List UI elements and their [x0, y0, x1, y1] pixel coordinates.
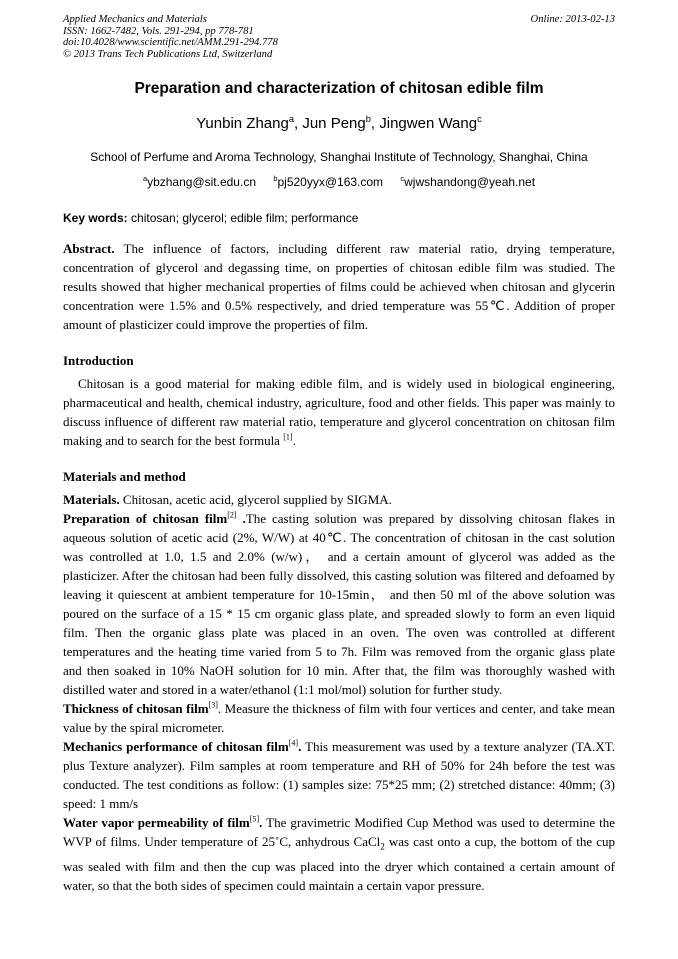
introduction-text: Chitosan is a good material for making edible film, and is widely used in biological engineering, pharmaceutical and health, chemical industry, agriculture, food and other fields. This paper was mainly to discuss influence of different raw material ratio, temperature and glycerol concentration on chitosan film making and to search for the best formula	[63, 376, 615, 448]
thickness-paragraph: Thickness of chitosan film[3]. Measure the thickness of film with four vertices and center, and take mean value by the spiral micrometer.	[63, 700, 615, 735]
email-link[interactable]: wjwshandong@yeah.net	[404, 175, 536, 189]
abstract-label: Abstract.	[63, 241, 115, 256]
page-header	[63, 14, 615, 60]
email-list	[0, 175, 678, 189]
citation: [5]	[249, 814, 260, 824]
author-name: Jingwen Wang	[379, 115, 478, 132]
citation: [1]	[283, 432, 293, 442]
paper-title: Preparation and characterization of chitosan edible film	[134, 80, 544, 97]
section-heading-methods: Materials and method	[63, 469, 186, 484]
issn-line: ISSN: 1662-7482, Vols. 291-294, pp 778-781	[63, 25, 254, 37]
methods-body	[63, 490, 615, 895]
citation: [2]	[227, 510, 237, 520]
author-sup: a	[288, 114, 294, 124]
section-heading-introduction: Introduction	[63, 353, 134, 368]
journal-name: Applied Mechanics and Materials	[63, 14, 207, 25]
citation: [3]	[208, 700, 218, 710]
abstract	[63, 239, 615, 334]
wvp-paragraph: Water vapor permeability of film[5]. The gravimetric Modified Cup Method was used to determine the WVP of films. Under temperature of 25˚C, anhydrous CaCl$_2$ was cast onto a cup, the bottom of the cup was sealed with film and then the cup was placed into the dryer which contained a certain amount of water, so that the both sides of specimen could maintain a certain vapor pressure.	[63, 814, 616, 893]
email-link[interactable]: pj520yyx@163.com	[277, 175, 384, 189]
email-sup: c	[400, 174, 405, 183]
preparation-paragraph: Preparation of chitosan film[2] .The casting solution was prepared by dissolving chitosan flakes in aqueous solution of acetic acid (2%, W/W) at 40℃. The concentration of chitosan in the cast solution was controlled at 1.0, 1.5 and 2.0% (w/w)， and a certain amount of glycerol was added as the plasticizer. After the chitosan had been fully dissolved, this casting solution was filtered and defoamed by leaving it quiescent at ambient temperature for 10-15min， and then 50 ml of the above solution was poured on the surface of a 15 * 15 cm organic glass plate, and spreaded slowly to form an even liquid film. Then the organic glass plate was placed in an oven. The oven was controlled at different temperatures and the heating time varied from 5 to 7h. Film was removed from the organic glass plate and then soaked in 10% NaOH solution for 10 min. After that, the film was thoroughly washed with distilled water and stored in a water/ethanol (1:1 mol/mol) solution for further study.	[63, 510, 616, 697]
materials-paragraph: Materials. Chitosan, acetic acid, glycerol supplied by SIGMA.	[63, 492, 392, 507]
keywords-label: Key words:	[63, 211, 128, 225]
email-link[interactable]: ybzhang@sit.edu.cn	[147, 175, 256, 189]
email-sup: a	[142, 174, 148, 183]
author-name: Yunbin Zhang	[196, 115, 289, 132]
author-name: Jun Peng	[302, 115, 366, 132]
author-sup: b	[365, 114, 371, 124]
citation: [4]	[288, 738, 299, 748]
mechanics-paragraph: Mechanics performance of chitosan film[4]. This measurement was used by a texture analyzer (TA.XT. plus Texture analyzer). Film samples at room temperature and RH of 50% for 24h before the test was conducted. The test conditions as follow: (1) samples size: 75*25 mm; (2) stretched distance: 40mm; (3) speed: 1 mm/s	[63, 738, 615, 811]
copyright-line: © 2013 Trans Tech Publications Ltd, Switzerland	[63, 48, 273, 60]
keywords	[63, 211, 358, 225]
email-sup: b	[273, 174, 278, 183]
affiliation: School of Perfume and Aroma Technology, Shanghai Institute of Technology, Shanghai, China	[90, 150, 588, 164]
abstract-text: The influence of factors, including different raw material ratio, drying temperature, concentration of glycerol and degassing time, on properties of chitosan edible film was studied. The results showed that higher mechanical properties of films could be achieved when chitosan and glycerin concentration were 1.5% and 0.5% respectively, and dried temperature was 55℃. Addition of proper amount of plasticizer could improve the properties of film.	[63, 241, 615, 332]
author-list: Yunbin Zhang$^a$, Jun Peng$^b$, Jingwen Wang$^c$	[196, 114, 482, 132]
online-date: Online: 2013-02-13	[530, 14, 615, 25]
author-sup: c	[477, 114, 482, 124]
doi-line: doi:10.4028/www.scientific.net/AMM.291-294.778	[63, 37, 278, 49]
introduction-body: Chitosan is a good material for making edible film, and is widely used in biological engineering, pharmaceutical and health, chemical industry, agriculture, food and other fields. This paper was mainly to discuss influence of different raw material ratio, temperature and glycerol concentration on chitosan film making and to search for the best formula [1].	[63, 376, 615, 448]
keywords-text: chitosan; glycerol; edible film; performance	[127, 211, 359, 225]
